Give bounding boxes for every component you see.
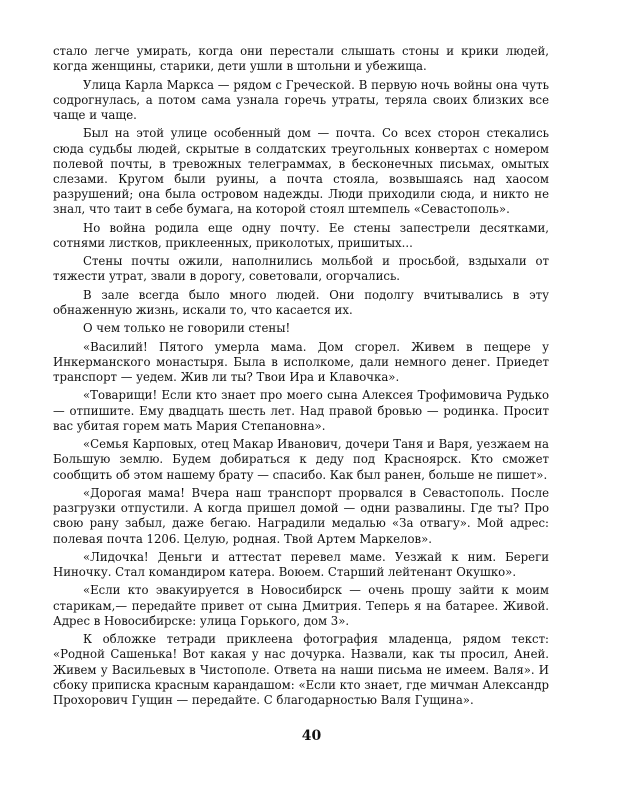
paragraph: О чем только не говорили стены!: [83, 321, 291, 336]
paragraph: Улица Карла Маркса — рядом с Греческой. В первую ночь войны она чуть содрогнулась, а потом сама узнала горечь утраты, теряла своих близких все чаще и чаще.: [53, 77, 549, 122]
paragraph: Стены почты ожили, наполнились мольбой и просьбой, вздыхали от тяжести утрат, звали в дорогу, советовали, огорчались.: [53, 254, 549, 284]
paragraph: «Дорогая мама! Вчера наш транспорт прорвался в Севастополь. После разгрузки отпустили. А когда пришел домой — одни развалины. Где ты? Про свою рану забыл, даже бегаю. Наградили медалью «За отвагу». Мой адрес: полевая почта 1206. Целую, родная. Твой Артем Маркелов».: [53, 485, 549, 546]
paragraph: «Семья Карповых, отец Макар Иванович, дочери Таня и Варя, уезжаем на Большую землю. Будем добираться к деду под Красноярск. Кто сможет сообщить об этом нашему брату — спасибо. Как был ранен, больше не пишет».: [53, 437, 549, 482]
paragraph: «Василий! Пятого умерла мама. Дом сгорел. Живем в пещере у Инкерманского монастыря. Была в исполкоме, дали немного денег. Приедет транспорт — уедем. Жив ли ты? Твои Ира и Клавочка».: [53, 339, 549, 385]
paragraph: «Товарищи! Если кто знает про моего сына Алексея Трофимовича Рудько — отпишите. Ему двадцать шесть лет. Над правой бровью — родинка. Просит вас убитая горем мать Мария Степановна».: [53, 388, 549, 433]
paragraph: Был на этой улице особенный дом — почта. Со всех сторон стекались сюда судьбы людей, скрытые в солдатских треугольных конвертах с номером полевой почты, в тревожных телеграммах, в бесконечных письмах, омытых слезами. Кругом были руины, а почта стояла, возвышаясь над хаосом разрушений; она была островом надежды. Люди приходили сюда, и никто не знал, что таит в себе бумага, на которой стоял штемпель «Севастополь».: [53, 126, 549, 217]
page-body-text: [53, 44, 549, 711]
page-number: 40: [301, 728, 322, 744]
paragraph: Но война родила еще одну почту. Ее стены запестрели десятками, сотнями листков, приклеенных, приколотых, пришитых...: [53, 220, 549, 250]
paragraph: «Лидочка! Деньги и аттестат перевел маме. Уезжай к ним. Береги Ниночку. Стал командиром катера. Воюем. Старший лейтенант Окушко».: [53, 549, 549, 580]
paragraph: стало легче умирать, когда они перестали слышать стоны и крики людей, когда женщины, старики, дети ушли в штольни и убежища.: [53, 44, 549, 74]
paragraph: В зале всегда было много людей. Они подолгу вчитывались в эту обнаженную жизнь, искали то, что касается их.: [53, 287, 549, 317]
paragraph: К обложке тетради приклеена фотография младенца, рядом текст: «Родной Сашенька! Вот какая у нас дочурка. Назвали, как ты просил, Аней. Живем у Васильевых в Чистополе. Ответа на наши письма не имеем. Валя». И сбоку приписка красным карандашом: «Если кто знает, где мичман Александр Прохорович Гущин — передайте. С благодарностью Валя Гущина».: [53, 632, 549, 707]
paragraph: «Если кто эвакуируется в Новосибирск — очень прошу зайти к моим старикам,— передайте привет от сына Дмитрия. Теперь я на батарее. Живой. Адрес в Новосибирске: улица Горького, дом 3».: [53, 583, 549, 628]
